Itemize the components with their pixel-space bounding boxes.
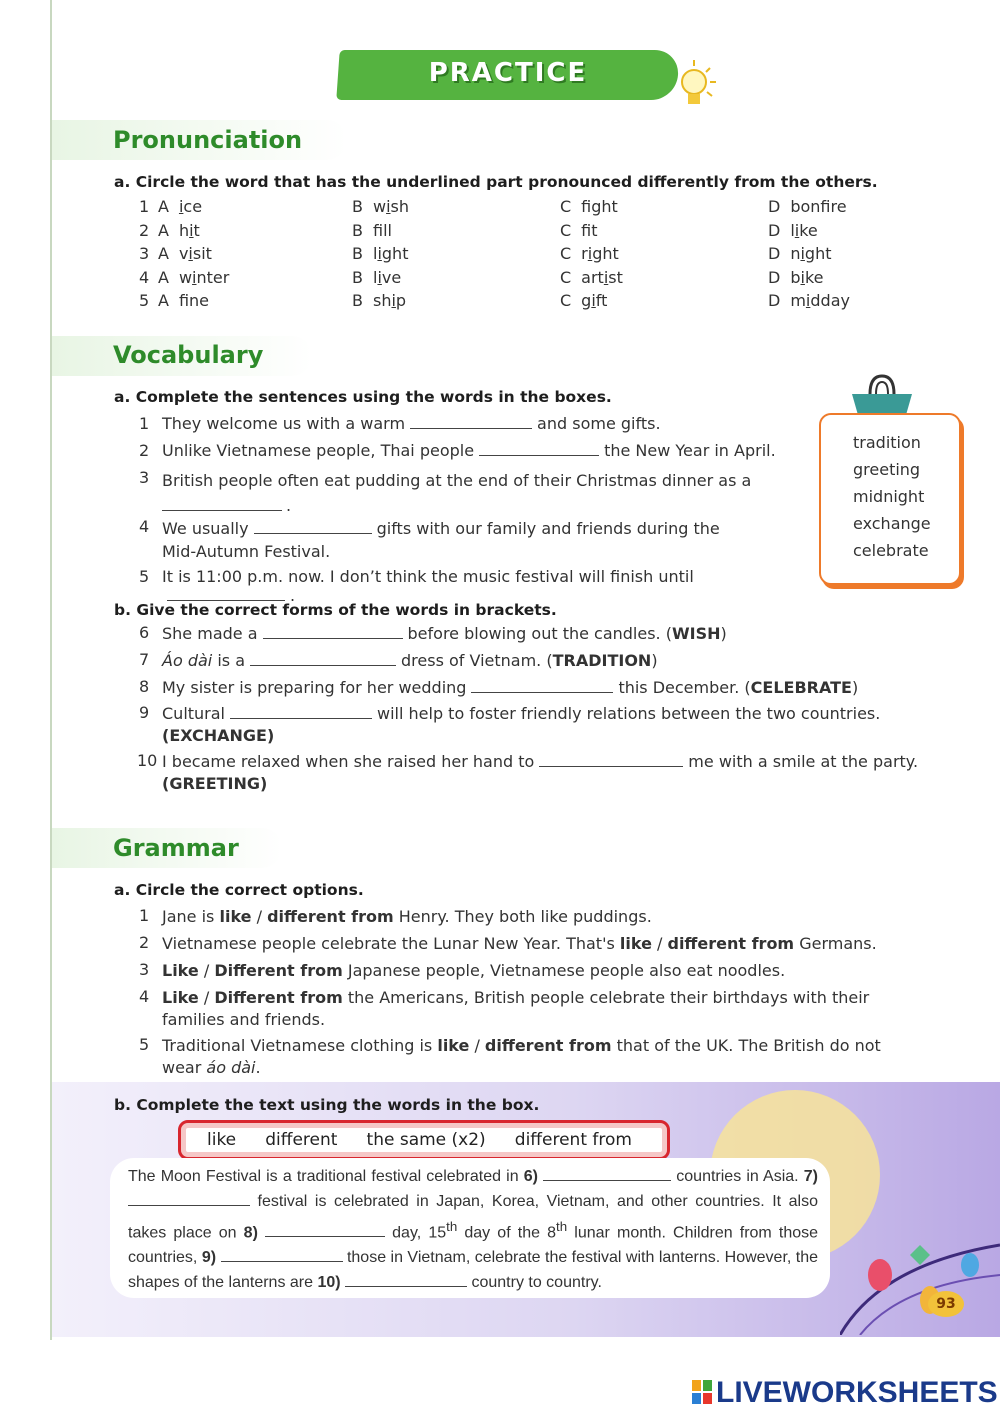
answer-option[interactable]: [352, 197, 409, 216]
option-letter: B: [352, 291, 363, 310]
sentence: [162, 987, 902, 1031]
sentence-text: We usually: [162, 519, 249, 538]
question-number: 3: [139, 468, 150, 487]
word-part: l: [790, 220, 795, 240]
option-letter: A: [158, 220, 169, 240]
option-choice[interactable]: different from: [267, 907, 394, 926]
sentence-text: dress of Vietnam. (: [401, 651, 553, 670]
underlined-letter: i: [377, 267, 382, 287]
lantern-decoration-icon: [840, 1225, 1000, 1335]
vocabulary-instruction-b: b. Give the correct forms of the words in brackets.: [114, 601, 557, 619]
answer-blank-input[interactable]: [250, 651, 396, 666]
passage-text: The Moon Festival is a traditional festival celebrated in: [128, 1168, 524, 1185]
option-choice[interactable]: like: [619, 934, 652, 953]
answer-option[interactable]: [560, 244, 619, 263]
option-letter: D: [768, 291, 781, 310]
question-number: 2: [139, 220, 150, 240]
question-number: 8: [139, 677, 150, 696]
option-choice[interactable]: different from: [484, 1036, 612, 1055]
blank-number: 10): [317, 1274, 341, 1292]
word-part: f: [581, 197, 592, 216]
answer-option[interactable]: [158, 268, 229, 287]
question-number: 3: [139, 244, 150, 263]
word-part: t: [591, 220, 598, 240]
sentence: [162, 751, 952, 795]
sentence-text: She made a: [162, 624, 258, 643]
blank-7-input[interactable]: [128, 1191, 250, 1206]
word-part: p: [395, 291, 407, 310]
blank-number: 8): [243, 1224, 258, 1242]
grammar-instruction-b: b. Complete the text using the words in the box.: [114, 1096, 540, 1114]
answer-option[interactable]: [768, 291, 850, 310]
pronunciation-instruction: a. Circle the word that has the underlined part pronounced differently from the others.: [114, 173, 878, 191]
underlined-letter: i: [386, 197, 391, 216]
passage-text: those in Vietnam, celebrate the festival with lanterns. However, the shapes of the lanterns are: [128, 1249, 819, 1292]
answer-option[interactable]: [560, 291, 607, 310]
word-part: l: [372, 267, 378, 287]
sentence-text: Germans.: [794, 934, 877, 953]
sentence-text: families and friends.: [162, 1010, 326, 1029]
word-box-item: celebrate: [853, 541, 929, 560]
sentence-text: It is 11:00 p.m. now. I don’t think the music festival will finish until: [162, 567, 694, 586]
underlined-letter: i: [189, 220, 194, 240]
answer-blank-input[interactable]: [471, 678, 613, 693]
answer-option[interactable]: [768, 244, 832, 263]
passage-text: countries in Asia.: [671, 1168, 799, 1185]
word-part: re: [830, 197, 847, 216]
sentence: [162, 414, 802, 433]
underlined-letter: i: [591, 291, 596, 310]
blank-6-input[interactable]: [543, 1166, 671, 1181]
word-part: ke: [799, 220, 818, 240]
underlined-letter: i: [188, 244, 193, 263]
passage-text: day of the 8: [457, 1224, 557, 1242]
sentence-text: the Americans, British people celebrate their birthdays with their: [342, 988, 870, 1007]
sentence-text: is a: [212, 651, 245, 670]
option-choice[interactable]: like: [437, 1036, 470, 1055]
option-separator: /: [469, 1036, 485, 1055]
underlined-letter: i: [192, 267, 197, 287]
liveworksheets-logo-icon: [692, 1380, 712, 1406]
sentence-text: Vietnamese people celebrate the Lunar New Year. That's: [162, 934, 620, 953]
word-part: ve: [381, 267, 402, 287]
sentence: [162, 567, 802, 605]
word-part: l: [372, 244, 378, 263]
answer-option[interactable]: [352, 291, 406, 310]
answer-option[interactable]: [768, 197, 847, 216]
sentence: [162, 468, 802, 518]
option-choice[interactable]: Like: [162, 961, 199, 980]
vocabulary-instruction-a: a. Complete the sentences using the words in the boxes.: [114, 388, 612, 406]
sentence-text: I became relaxed when she raised her hand to: [162, 752, 535, 771]
word-part: w: [372, 197, 387, 216]
word-part: f: [178, 291, 190, 310]
blank-8-input[interactable]: [265, 1222, 385, 1237]
question-number: 2: [139, 933, 150, 952]
question-number: 5: [139, 291, 150, 310]
sentence-text: wear: [162, 1058, 207, 1077]
superscript: th: [446, 1219, 458, 1234]
vocabulary-word-box: [819, 413, 961, 585]
passage-text: country to country.: [467, 1274, 602, 1292]
blank-number: 6): [523, 1168, 538, 1185]
sentence-text: this December. (: [618, 678, 751, 697]
question-number: 4: [139, 267, 150, 287]
option-letter: D: [768, 244, 781, 263]
option-choice[interactable]: different from: [667, 934, 795, 953]
word-box-item: the same (x2): [366, 1130, 486, 1150]
option-letter: D: [768, 220, 781, 240]
word-part: f: [372, 220, 384, 240]
option-letter: D: [768, 267, 781, 287]
word-part: ght: [591, 197, 618, 216]
question-number: 4: [139, 987, 150, 1006]
sentence-text: Cultural: [162, 704, 225, 723]
sentence-text: áo dài: [206, 1058, 256, 1077]
word-part: n: [790, 244, 801, 263]
lightbulb-icon: [676, 54, 728, 114]
sentence-text: My sister is preparing for her wedding: [162, 678, 467, 697]
word-part: dday: [810, 291, 850, 310]
question-number: 1: [139, 906, 150, 925]
option-letter: C: [560, 267, 572, 287]
word-box-item: like: [207, 1130, 237, 1150]
sentence-text: before blowing out the candles. (: [407, 624, 672, 643]
grammar-instruction-a: a. Circle the correct options.: [114, 881, 364, 899]
underlined-letter: i: [603, 267, 609, 287]
question-number: 3: [139, 960, 150, 979]
question-number: 5: [139, 567, 150, 586]
option-separator: /: [651, 934, 668, 953]
sentence-text: ): [651, 651, 658, 670]
option-letter: A: [158, 267, 169, 287]
underlined-letter: i: [800, 267, 805, 287]
answer-blank-input[interactable]: [162, 496, 282, 511]
answer-option[interactable]: [352, 268, 401, 287]
sentence-text: Mid-Autumn Festival.: [162, 542, 331, 561]
sentence: [162, 441, 802, 460]
option-letter: C: [560, 244, 572, 263]
pronunciation-title: Pronunciation: [113, 126, 303, 154]
word-box-item: different from: [514, 1130, 632, 1150]
answer-option[interactable]: [768, 221, 818, 240]
sentence-text: will help to foster friendly relations between the two countries.: [377, 704, 881, 723]
base-word: (GREETING): [162, 774, 268, 793]
option-letter: A: [158, 291, 169, 310]
sentence-text: Japanese people, Vietnamese people also eat noodles.: [342, 961, 786, 980]
sentence: [162, 960, 902, 982]
sentence-text: ): [720, 624, 727, 643]
sentence-text: British people often eat pudding at the end of their Christmas dinner as a: [162, 471, 752, 490]
answer-blank-input[interactable]: [230, 704, 372, 719]
word-part: nter: [196, 267, 230, 287]
word-box-item: different: [265, 1130, 338, 1150]
sentence: [162, 677, 952, 699]
word-box-item: midnight: [853, 487, 925, 506]
sentence: [162, 623, 952, 645]
question-number: 2: [139, 441, 150, 460]
word-part: m: [790, 291, 806, 310]
answer-blank-input[interactable]: [410, 414, 532, 429]
option-letter: B: [352, 197, 363, 216]
sentence-text: Henry. They both like puddings.: [393, 907, 652, 926]
blank-number: 7): [803, 1168, 818, 1185]
sentence: [162, 517, 802, 563]
sentence-text: me with a smile at the party.: [688, 752, 919, 771]
sentence-text: ): [851, 678, 859, 697]
option-choice[interactable]: Like: [162, 988, 199, 1007]
option-letter: C: [560, 220, 572, 240]
word-part: ght: [804, 244, 832, 263]
page-title: PRACTICE: [428, 58, 588, 88]
word-box-item: greeting: [853, 460, 921, 479]
sentence-text: .: [255, 1058, 261, 1077]
answer-option[interactable]: [158, 221, 200, 240]
underlined-letter: i: [587, 244, 593, 263]
option-choice[interactable]: Different from: [214, 988, 343, 1007]
word-part: f: [581, 220, 592, 240]
vocabulary-title: Vocabulary: [113, 341, 264, 369]
page-number: 93: [928, 1291, 964, 1317]
underlined-letter: i: [377, 244, 382, 263]
sentence-text: that of the UK. The British do not: [611, 1036, 881, 1055]
answer-option[interactable]: [158, 197, 202, 216]
sentence: [162, 933, 902, 955]
question-number: 7: [139, 650, 150, 669]
word-part: ne: [189, 291, 210, 310]
answer-option[interactable]: [768, 268, 823, 287]
sentence: [162, 906, 902, 928]
footer-brand[interactable]: LIVEWORKSHEETS: [716, 1376, 998, 1409]
underlined-letter: i: [805, 291, 811, 310]
question-number: 5: [139, 1035, 150, 1054]
word-box-item: exchange: [853, 514, 931, 533]
answer-option[interactable]: [352, 244, 408, 263]
answer-option[interactable]: [158, 291, 209, 310]
answer-option[interactable]: [560, 268, 623, 287]
option-letter: B: [352, 244, 363, 263]
grammar-word-box: [178, 1120, 670, 1160]
option-separator: /: [198, 961, 215, 980]
option-choice[interactable]: Different from: [214, 961, 343, 980]
option-choice[interactable]: like: [219, 907, 252, 926]
option-letter: A: [158, 244, 169, 263]
sentence-text: Unlike Vietnamese people, Thai people: [162, 441, 475, 460]
word-part: t: [193, 220, 200, 240]
word-part: ll: [383, 220, 392, 240]
question-number: 1: [139, 414, 150, 433]
word-part: r: [581, 244, 588, 263]
passage-text: lunar month. Children from those countries,: [128, 1224, 819, 1267]
word-part: sh: [390, 197, 410, 216]
sentence: [162, 1035, 902, 1079]
sentence-text: .: [286, 496, 292, 515]
option-letter: D: [768, 197, 781, 216]
word-part: g: [581, 291, 592, 310]
answer-blank-input[interactable]: [479, 441, 599, 456]
option-letter: C: [560, 291, 572, 310]
base-word: WISH: [671, 624, 721, 643]
option-letter: A: [158, 197, 169, 216]
base-word: CELEBRATE: [750, 678, 852, 697]
superscript: th: [556, 1219, 568, 1234]
word-part: ght: [381, 244, 409, 263]
sentence: [162, 703, 952, 747]
blank-number: 9): [201, 1249, 217, 1267]
sentence-text: gifts with our family and friends during the: [376, 519, 720, 538]
answer-option[interactable]: [352, 221, 392, 240]
word-box-item: tradition: [853, 433, 921, 452]
word-part: ke: [804, 267, 824, 287]
underlined-letter: i: [794, 220, 800, 240]
passage-text: day, 15: [385, 1224, 447, 1242]
question-number: 9: [139, 703, 150, 722]
sentence: [162, 650, 952, 672]
word-part: st: [608, 267, 623, 287]
answer-blank-input[interactable]: [263, 624, 403, 639]
word-part: art: [581, 267, 604, 287]
base-word: (EXCHANGE): [162, 726, 275, 745]
question-number: 6: [139, 623, 150, 642]
sentence-text: .: [290, 586, 296, 605]
answer-blank-input[interactable]: [167, 586, 285, 601]
sentence-text: Traditional Vietnamese clothing is: [162, 1036, 438, 1055]
word-part: h: [178, 220, 190, 240]
question-number: 4: [139, 517, 150, 536]
grammar-title: Grammar: [113, 834, 239, 862]
word-part: v: [178, 244, 189, 263]
option-letter: B: [352, 220, 363, 240]
answer-blank-input[interactable]: [539, 752, 683, 767]
option-letter: B: [352, 267, 363, 287]
option-separator: /: [251, 907, 268, 926]
answer-option[interactable]: [560, 221, 598, 240]
sentence-text: the New Year in April.: [604, 441, 776, 460]
option-separator: /: [198, 988, 215, 1007]
answer-option[interactable]: [158, 244, 212, 263]
blank-10-input[interactable]: [345, 1272, 467, 1287]
word-part: ce: [183, 197, 203, 216]
underlined-letter: i: [391, 291, 396, 310]
underlined-letter: i: [800, 244, 805, 263]
sentence-text: They welcome us with a warm: [162, 414, 406, 433]
word-part: b: [790, 267, 801, 287]
word-part: sit: [192, 244, 212, 263]
word-part: bonf: [790, 197, 831, 216]
sentence-text: Áo dài: [162, 651, 213, 670]
question-number: 10: [137, 751, 158, 770]
answer-blank-input[interactable]: [254, 519, 372, 534]
option-letter: C: [560, 197, 572, 216]
blank-9-input[interactable]: [221, 1247, 343, 1262]
passage-text: festival is celebrated in Japan, Korea, Vietnam, and other countries. It also takes place on: [128, 1193, 818, 1242]
question-number: 1: [139, 197, 150, 216]
word-part: ght: [592, 244, 619, 263]
word-part: sh: [372, 291, 392, 310]
underlined-letter: i: [178, 197, 184, 216]
answer-option[interactable]: [560, 197, 618, 216]
word-part: w: [178, 267, 193, 287]
base-word: TRADITION: [552, 651, 652, 670]
moon-festival-passage: [128, 1164, 818, 1295]
word-part: ft: [595, 291, 608, 310]
sentence-text: Jane is: [162, 907, 220, 926]
sentence-text: and some gifts.: [537, 414, 661, 433]
